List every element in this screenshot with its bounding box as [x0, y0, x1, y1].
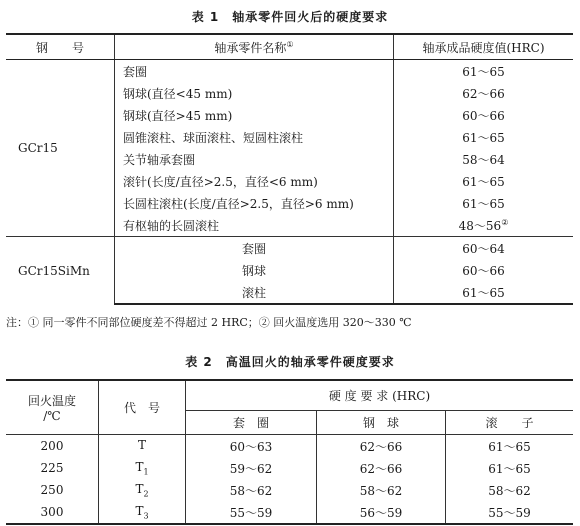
- roller-cell: 61～65: [488, 461, 531, 476]
- table-row: [6, 237, 573, 260]
- subheader-ball: 钢 球: [317, 411, 446, 435]
- part-cell: 钢球: [115, 259, 394, 281]
- header-temper-temp: 回火温度 /℃: [6, 380, 99, 435]
- subheader-ring: 套 圈: [186, 411, 317, 435]
- hardness-cell: 61～65: [462, 130, 505, 145]
- table-row: [6, 479, 573, 501]
- temp-cell: 200: [6, 435, 99, 458]
- hardness-table-2: [6, 379, 573, 525]
- note-mark: ①: [286, 39, 294, 49]
- table-row: [6, 501, 573, 524]
- hardness-table-1: [6, 33, 573, 305]
- part-cell: 套圈: [115, 60, 394, 83]
- table1-header-row: [6, 34, 573, 60]
- part-cell: 长圆柱滚柱(长度/直径>2.5，直径>6 mm): [115, 192, 394, 214]
- part-cell: 滚针(长度/直径>2.5，直径<6 mm): [115, 170, 394, 192]
- hardness-cell: 61～65: [394, 281, 574, 304]
- hardness-cell: 58～64: [462, 152, 505, 167]
- table-row: [6, 435, 573, 458]
- roller-cell: 58～62: [488, 483, 531, 498]
- header-code: 代 号: [99, 380, 186, 435]
- table-row: [6, 457, 573, 479]
- code-cell: $T_3$: [99, 501, 186, 524]
- header-part-name: 轴承零件名称①: [115, 34, 394, 60]
- part-cell: 关节轴承套圈: [115, 148, 394, 170]
- note-mark: ②: [501, 217, 509, 227]
- hardness-cell: 61～65: [462, 196, 505, 211]
- grade-cell: GCr15SiMn: [6, 237, 115, 305]
- code-cell: $T_2$: [99, 479, 186, 501]
- grade-cell: GCr15: [6, 60, 115, 237]
- ring-cell: 59～62: [186, 457, 317, 479]
- subheader-roller: 滚 子: [446, 411, 574, 435]
- table1-footnote: 注：① 同一零件不同部位硬度差不得超过 2 HRC；② 回火温度选用 320～330 ℃: [6, 316, 412, 329]
- temp-cell: 225: [6, 457, 99, 479]
- ball-cell: 58～62: [317, 479, 446, 501]
- part-cell: 钢球(直径<45 mm): [115, 82, 394, 104]
- ball-cell: 62～66: [317, 457, 446, 479]
- table1-caption: 表 1 轴承零件回火后的硬度要求: [191, 10, 389, 24]
- part-cell: 套圈: [115, 237, 394, 260]
- temp-cell: 300: [6, 501, 99, 524]
- part-cell: 钢球(直径>45 mm): [115, 104, 394, 126]
- hardness-cell: 60～64: [394, 237, 574, 260]
- table2-header-row: [6, 380, 573, 411]
- hardness-cell: 61～65: [462, 174, 505, 189]
- hardness-cell: 60～66: [462, 108, 505, 123]
- ball-cell: 62～66: [317, 435, 446, 458]
- temp-cell: 250: [6, 479, 99, 501]
- table2-caption: 表 2 高温回火的轴承零件硬度要求: [185, 355, 395, 369]
- part-cell: 滚柱: [115, 281, 394, 304]
- header-steel-grade: 钢 号: [6, 34, 115, 60]
- table-row: [6, 60, 573, 83]
- ring-cell: 58～62: [186, 479, 317, 501]
- hardness-cell: 48～56②: [458, 217, 509, 233]
- ring-cell: 55～59: [186, 501, 317, 524]
- ring-cell: 60～63: [186, 435, 317, 458]
- ball-cell: 56～59: [317, 501, 446, 524]
- part-cell: 圆锥滚柱、球面滚柱、短圆柱滚柱: [115, 126, 394, 148]
- roller-cell: 55～59: [446, 501, 574, 524]
- code-cell: T: [99, 435, 186, 458]
- code-cell: $T_1$: [99, 457, 186, 479]
- header-hardness: 轴承成品硬度值(HRC): [394, 34, 574, 60]
- hardness-cell: 62～66: [462, 86, 505, 101]
- header-hardness-req: 硬 度 要 求 (HRC): [186, 380, 574, 411]
- hardness-cell: 61～65: [462, 64, 505, 79]
- roller-cell: 61～65: [488, 439, 531, 454]
- hardness-cell: 60～66: [462, 263, 505, 278]
- part-cell: 有枢轴的长圆滚柱: [115, 214, 394, 237]
